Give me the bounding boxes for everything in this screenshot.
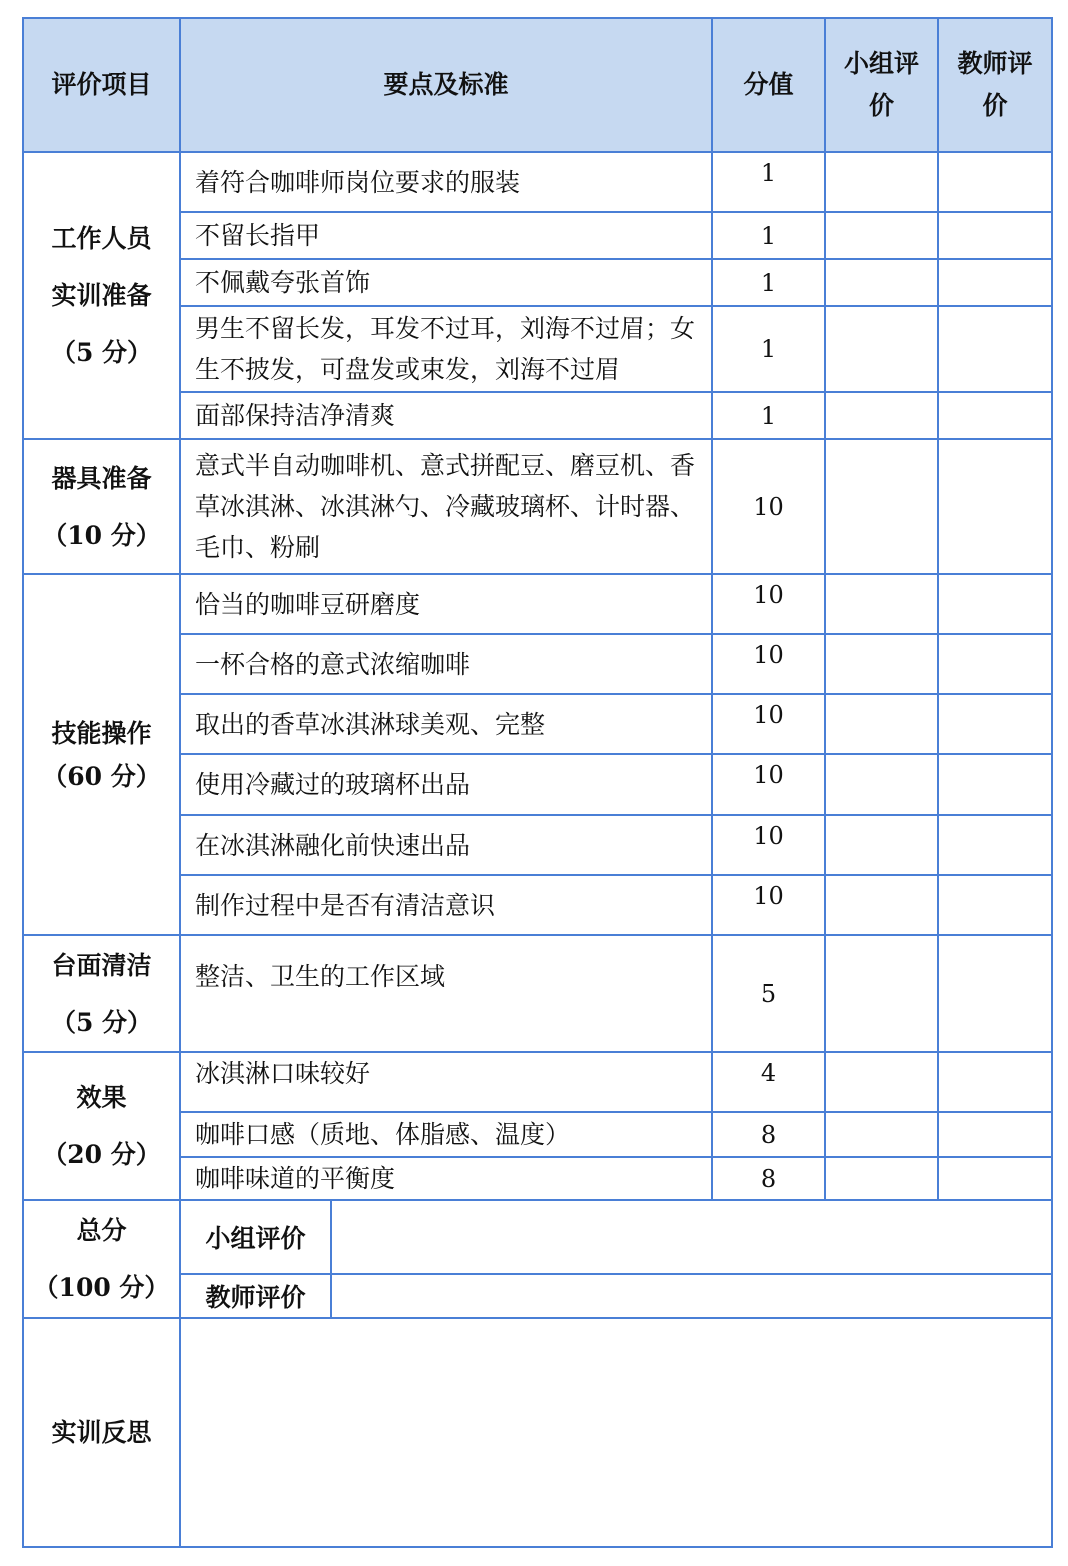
score-value: 1 bbox=[712, 212, 825, 259]
score-value: 10 bbox=[712, 574, 825, 634]
category-points: （5 分） bbox=[50, 1007, 153, 1037]
category-points: （5 分） bbox=[50, 338, 153, 367]
score-value: 8 bbox=[712, 1112, 825, 1157]
category-points: （20 分） bbox=[42, 1140, 161, 1169]
category-points: （10 分） bbox=[42, 520, 161, 550]
criterion-text: 不留长指甲 bbox=[180, 212, 712, 259]
group-score-cell[interactable] bbox=[825, 392, 938, 439]
header-score: 分值 bbox=[712, 18, 825, 152]
reflection-cell[interactable] bbox=[180, 1318, 1052, 1547]
table-row bbox=[23, 152, 1052, 212]
teacher-score-cell[interactable] bbox=[938, 306, 1052, 392]
category-title: 总分 bbox=[76, 1216, 127, 1245]
category-staff bbox=[23, 152, 180, 439]
teacher-score-cell[interactable] bbox=[938, 439, 1052, 574]
criterion-text: 整洁、卫生的工作区域 bbox=[180, 935, 712, 1052]
group-score-cell[interactable] bbox=[825, 306, 938, 392]
criterion-text: 咖啡味道的平衡度 bbox=[180, 1157, 712, 1200]
teacher-score-cell[interactable] bbox=[938, 1112, 1052, 1157]
category-title: 实训准备 bbox=[51, 281, 152, 310]
reflection-row bbox=[23, 1318, 1052, 1547]
teacher-score-cell[interactable] bbox=[938, 152, 1052, 212]
criterion-text: 制作过程中是否有清洁意识 bbox=[180, 875, 712, 935]
score-value: 10 bbox=[712, 875, 825, 935]
group-score-cell[interactable] bbox=[825, 634, 938, 694]
category-clean bbox=[23, 935, 180, 1052]
teacher-score-cell[interactable] bbox=[938, 212, 1052, 259]
group-score-cell[interactable] bbox=[825, 1052, 938, 1112]
total-group-row bbox=[23, 1200, 1052, 1274]
score-value: 10 bbox=[712, 634, 825, 694]
teacher-score-cell[interactable] bbox=[938, 815, 1052, 875]
teacher-score-cell[interactable] bbox=[938, 1052, 1052, 1112]
teacher-score-cell[interactable] bbox=[938, 694, 1052, 754]
group-score-cell[interactable] bbox=[825, 574, 938, 634]
score-value: 4 bbox=[712, 1052, 825, 1112]
score-value: 10 bbox=[712, 439, 825, 574]
group-score-cell[interactable] bbox=[825, 152, 938, 212]
teacher-score-cell[interactable] bbox=[938, 259, 1052, 306]
score-value: 1 bbox=[712, 392, 825, 439]
table-row bbox=[23, 439, 1052, 574]
teacher-score-cell[interactable] bbox=[938, 634, 1052, 694]
criterion-text: 咖啡口感（质地、体脂感、温度） bbox=[180, 1112, 712, 1157]
score-value: 1 bbox=[712, 306, 825, 392]
category-title: 技能操作 bbox=[51, 718, 152, 748]
score-value: 10 bbox=[712, 754, 825, 815]
category-title: 器具准备 bbox=[51, 463, 152, 493]
criterion-text: 在冰淇淋融化前快速出品 bbox=[180, 815, 712, 875]
group-score-cell[interactable] bbox=[825, 754, 938, 815]
criterion-text: 一杯合格的意式浓缩咖啡 bbox=[180, 634, 712, 694]
header-row bbox=[23, 18, 1052, 152]
teacher-score-cell[interactable] bbox=[938, 754, 1052, 815]
category-title: 台面清洁 bbox=[51, 950, 152, 980]
score-value: 10 bbox=[712, 694, 825, 754]
score-value: 5 bbox=[712, 935, 825, 1052]
group-score-cell[interactable] bbox=[825, 1112, 938, 1157]
header-criteria: 要点及标准 bbox=[180, 18, 712, 152]
group-score-cell[interactable] bbox=[825, 935, 938, 1052]
total-group-score-cell[interactable] bbox=[331, 1200, 1052, 1274]
score-value: 10 bbox=[712, 815, 825, 875]
score-value: 1 bbox=[712, 259, 825, 306]
group-score-cell[interactable] bbox=[825, 1157, 938, 1200]
category-effect bbox=[23, 1052, 180, 1200]
teacher-score-cell[interactable] bbox=[938, 935, 1052, 1052]
group-score-cell[interactable] bbox=[825, 212, 938, 259]
criterion-text: 着符合咖啡师岗位要求的服装 bbox=[180, 152, 712, 212]
total-teacher-score-cell[interactable] bbox=[331, 1274, 1052, 1318]
header-item: 评价项目 bbox=[23, 18, 180, 152]
category-title: 效果 bbox=[76, 1083, 127, 1112]
group-score-cell[interactable] bbox=[825, 875, 938, 935]
teacher-score-cell[interactable] bbox=[938, 875, 1052, 935]
table-row bbox=[23, 1052, 1052, 1112]
table-row bbox=[23, 574, 1052, 634]
criterion-text: 意式半自动咖啡机、意式拼配豆、磨豆机、香草冰淇淋、冰淇淋勺、冷藏玻璃杯、计时器、毛巾、粉刷 bbox=[180, 439, 712, 574]
group-score-cell[interactable] bbox=[825, 694, 938, 754]
category-tools bbox=[23, 439, 180, 574]
category-title: 工作人员 bbox=[51, 224, 152, 253]
criterion-text: 面部保持洁净清爽 bbox=[180, 392, 712, 439]
category-points: （60 分） bbox=[42, 761, 161, 791]
criterion-text: 男生不留长发，耳发不过耳，刘海不过眉；女生不披发，可盘发或束发，刘海不过眉 bbox=[180, 306, 712, 392]
evaluation-table bbox=[22, 17, 1053, 1548]
category-total bbox=[23, 1200, 180, 1318]
category-points: （100 分） bbox=[33, 1273, 170, 1302]
criterion-text: 冰淇淋口味较好 bbox=[180, 1052, 712, 1112]
criterion-text: 恰当的咖啡豆研磨度 bbox=[180, 574, 712, 634]
group-score-cell[interactable] bbox=[825, 815, 938, 875]
reflection-label: 实训反思 bbox=[23, 1318, 180, 1547]
header-teacher-eval: 教师评价 bbox=[938, 18, 1052, 152]
criterion-text: 使用冷藏过的玻璃杯出品 bbox=[180, 754, 712, 815]
header-group-eval: 小组评价 bbox=[825, 18, 938, 152]
table-row bbox=[23, 935, 1052, 1052]
teacher-score-cell[interactable] bbox=[938, 574, 1052, 634]
criterion-text: 不佩戴夸张首饰 bbox=[180, 259, 712, 306]
criterion-text: 取出的香草冰淇淋球美观、完整 bbox=[180, 694, 712, 754]
score-value: 8 bbox=[712, 1157, 825, 1200]
total-group-label: 小组评价 bbox=[180, 1200, 331, 1274]
total-teacher-label: 教师评价 bbox=[180, 1274, 331, 1318]
category-skills bbox=[23, 574, 180, 935]
group-score-cell[interactable] bbox=[825, 259, 938, 306]
teacher-score-cell[interactable] bbox=[938, 1157, 1052, 1200]
group-score-cell[interactable] bbox=[825, 439, 938, 574]
teacher-score-cell[interactable] bbox=[938, 392, 1052, 439]
score-value: 1 bbox=[712, 152, 825, 212]
